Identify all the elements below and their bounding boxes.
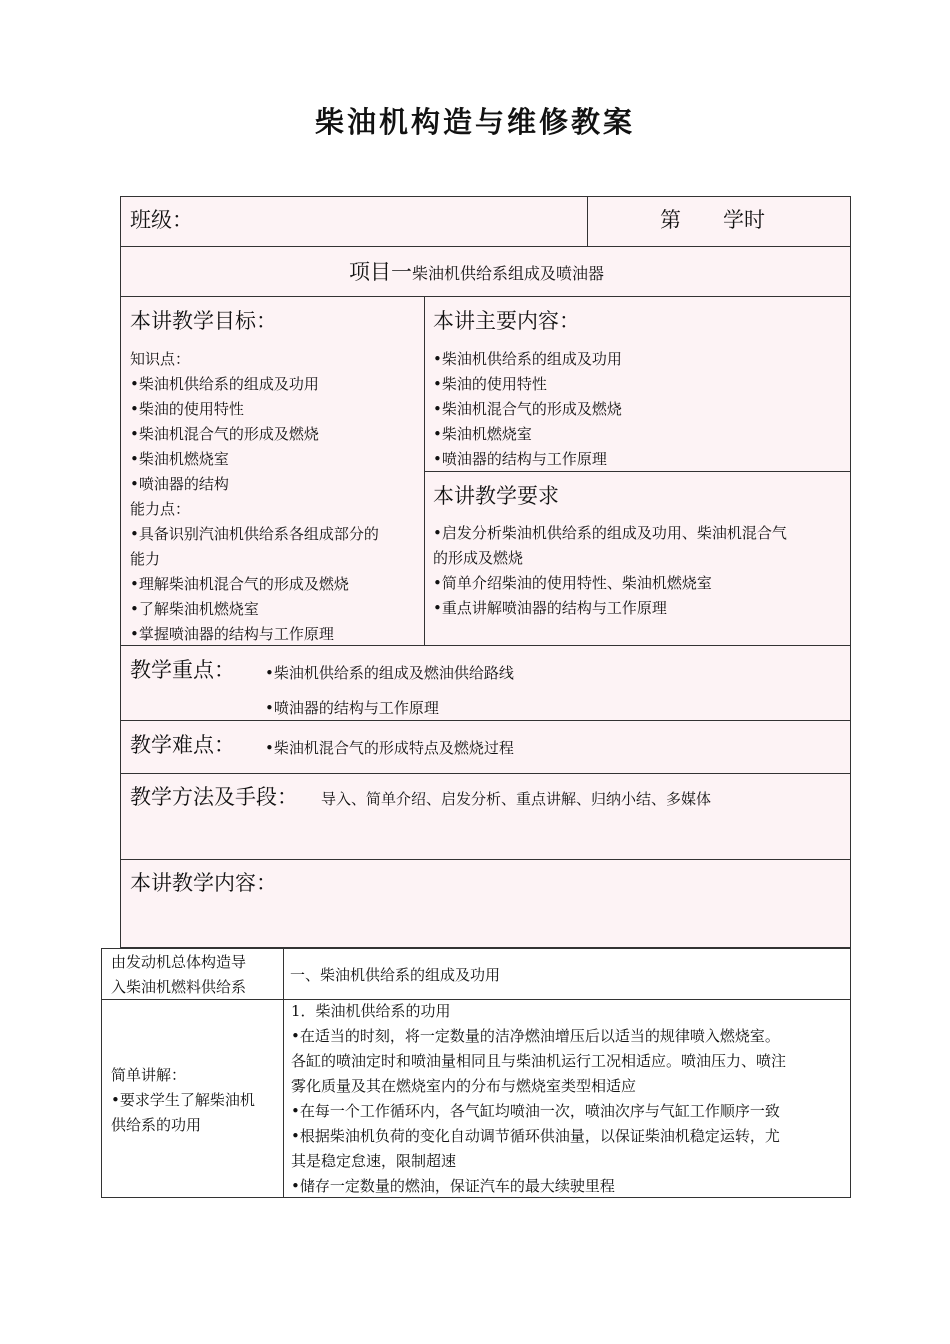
cell-line: 1．柴油机供给系的功用: [291, 1002, 451, 1020]
methods-text: 导入、简单介绍、启发分析、重点讲解、归纳小结、多媒体: [321, 790, 712, 808]
list-item: •柴油机供给系的组成及燃油供给路线: [265, 664, 514, 682]
list-item: •掌握喷油器的结构与工作原理: [130, 625, 334, 643]
methods-heading: 教学方法及手段：: [130, 785, 298, 809]
cell-line: 由发动机总体构造导: [111, 953, 247, 971]
list-item: •喷油器的结构与工作原理: [265, 699, 439, 717]
list-item: •喷油器的结构: [130, 475, 229, 493]
list-item: •具备识别汽油机供给系各组成部分的: [130, 525, 379, 543]
key-points-heading: 教学重点：: [130, 658, 235, 682]
objectives-heading: 本讲教学目标：: [130, 309, 277, 333]
cell-line: •要求学生了解柴油机: [111, 1091, 255, 1109]
class-label: 班级：: [130, 208, 193, 232]
list-item: •重点讲解喷油器的结构与工作原理: [433, 599, 667, 617]
project-title: [349, 256, 604, 286]
knowledge-label: 知识点：: [130, 350, 191, 368]
list-item: •喷油器的结构与工作原理: [433, 450, 607, 468]
cell-line: 其是稳定怠速，限制超速: [291, 1152, 457, 1170]
requirements-heading: 本讲教学要求: [433, 484, 559, 508]
list-item: •柴油机燃烧室: [433, 425, 532, 443]
main-content-heading: 本讲主要内容：: [433, 309, 580, 333]
cell-line: 入柴油机燃料供给系: [111, 978, 247, 996]
list-item: •柴油的使用特性: [433, 375, 547, 393]
project-name: 柴油机供给系组成及喷油器: [412, 264, 605, 283]
cell-line: 简单讲解：: [111, 1066, 187, 1084]
list-item: •柴油机混合气的形成及燃烧: [130, 425, 319, 443]
cell-line: 雾化质量及其在燃烧室内的分布与燃烧室类型相适应: [291, 1077, 637, 1095]
row1-left: [111, 950, 246, 1000]
row2-right: [291, 999, 786, 1199]
cell-line: •在每一个工作循环内，各气缸均喷油一次，喷油次序与气缸工作顺序一致: [291, 1102, 780, 1120]
list-item: 能力: [130, 550, 161, 568]
cell-line: •根据柴油机负荷的变化自动调节循环供油量，以保证柴油机稳定运转，尤: [291, 1127, 780, 1145]
period-label: 第 学时: [660, 208, 765, 232]
project-prefix: 项目一: [349, 260, 412, 284]
list-item: •启发分析柴油机供给系的组成及功用、柴油机混合气: [433, 524, 787, 542]
row1-right-title: 一、柴油机供给系的组成及功用: [290, 966, 501, 984]
row2-left: [111, 1063, 255, 1138]
list-item: •理解柴油机混合气的形成及燃烧: [130, 575, 349, 593]
ability-label: 能力点：: [130, 500, 191, 518]
list-item: 的形成及燃烧: [433, 549, 524, 567]
content-heading: 本讲教学内容：: [130, 871, 277, 895]
difficulties-heading: 教学难点：: [130, 733, 235, 757]
list-item: •柴油机供给系的组成及功用: [130, 375, 319, 393]
cell-line: •在适当的时刻，将一定数量的洁净燃油增压后以适当的规律喷入燃烧室。: [291, 1027, 780, 1045]
objectives-list: [130, 347, 379, 647]
page-title: 柴油机构造与维修教案: [314, 105, 635, 139]
cell-line: 各缸的喷油定时和喷油量相同且与柴油机运行工况相适应。喷油压力、喷注: [291, 1052, 787, 1070]
main-content-list: [433, 347, 622, 472]
cell-line: •储存一定数量的燃油，保证汽车的最大续驶里程: [291, 1177, 615, 1195]
list-item: •了解柴油机燃烧室: [130, 600, 259, 618]
list-item: •简单介绍柴油的使用特性、柴油机燃烧室: [433, 574, 712, 592]
list-item: •柴油机混合气的形成特点及燃烧过程: [265, 739, 514, 757]
list-item: •柴油机混合气的形成及燃烧: [433, 400, 622, 418]
cell-line: 供给系的功用: [111, 1116, 202, 1134]
list-item: •柴油的使用特性: [130, 400, 244, 418]
list-item: •柴油机燃烧室: [130, 450, 229, 468]
list-item: •柴油机供给系的组成及功用: [433, 350, 622, 368]
requirements-list: [433, 521, 787, 621]
